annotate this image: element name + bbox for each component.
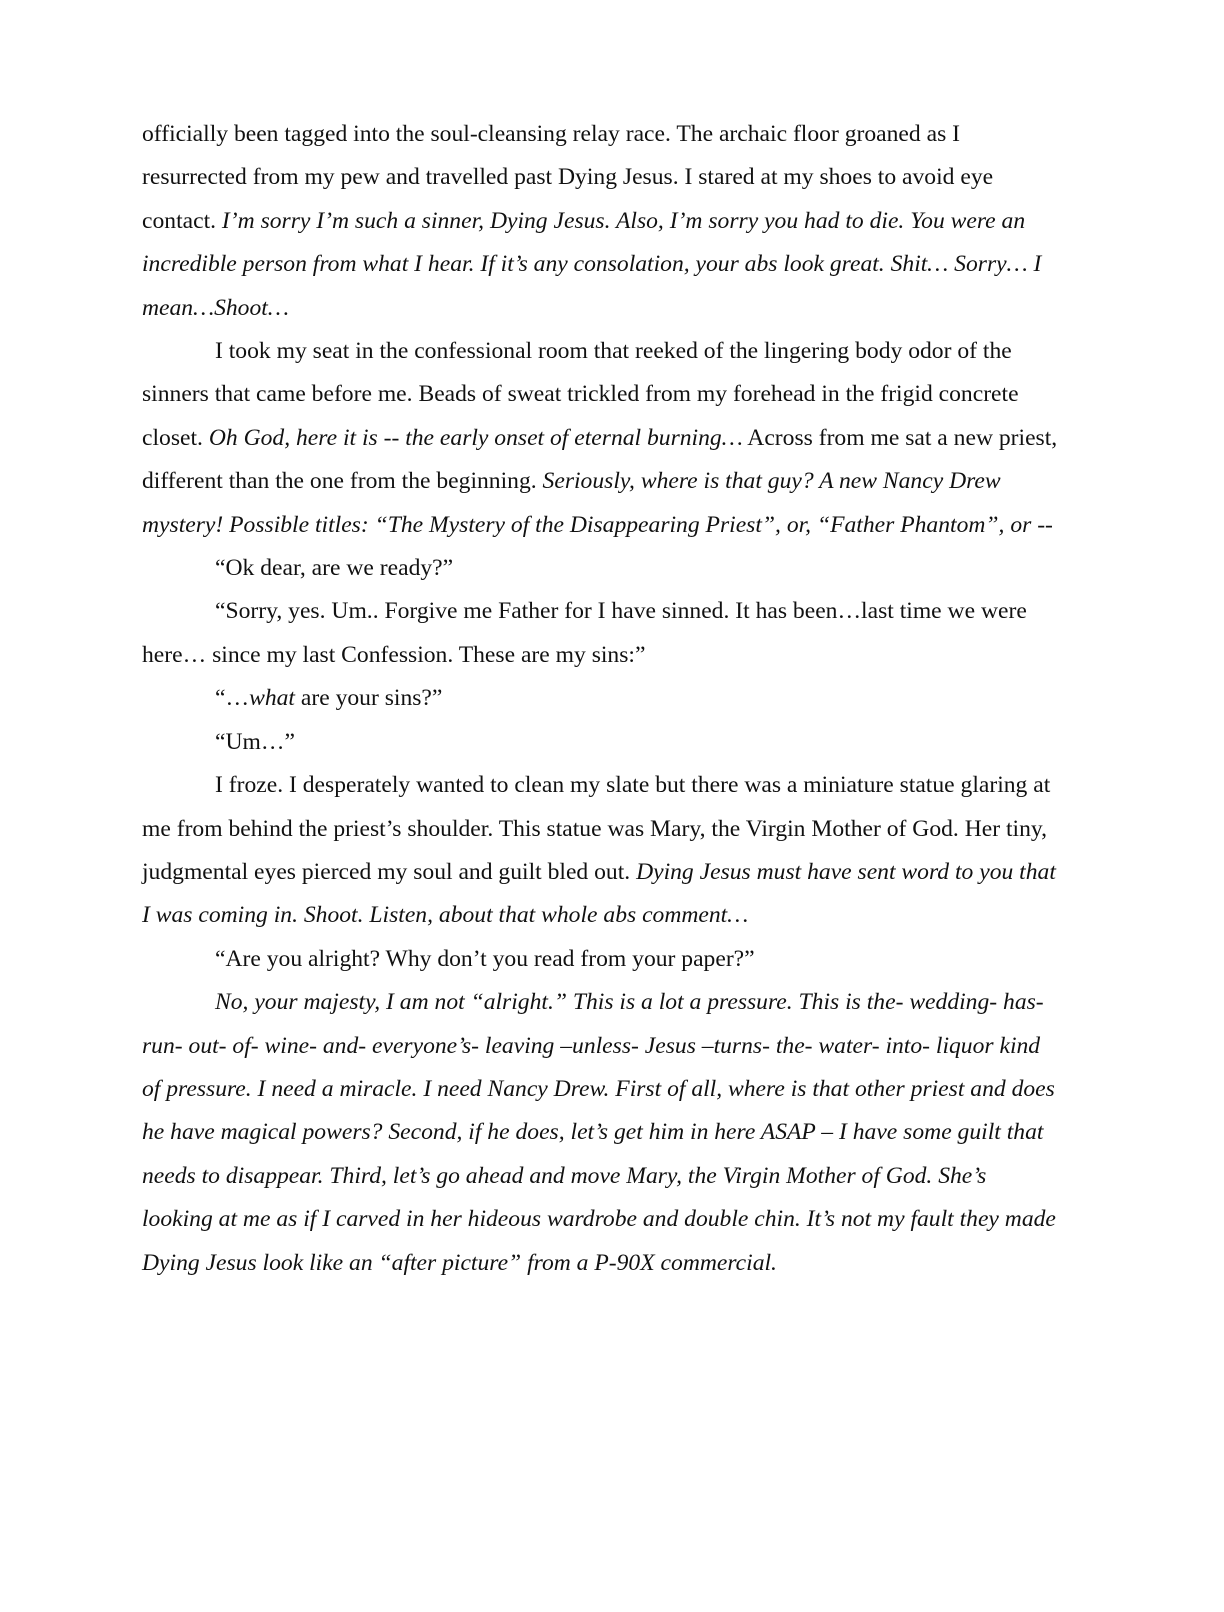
italic-text: what	[249, 685, 295, 712]
paragraph	[142, 677, 1062, 720]
body-text	[142, 113, 1062, 1285]
italic-text: I’m sorry I’m such a sinner, Dying Jesus. Also, I’m sorry you had to die. You were an incredible person from what I hear. If it’s any consolation, your abs look great. Shit… Sorry… I mean…Shoot…	[142, 207, 1042, 321]
paragraph	[142, 547, 1062, 590]
paragraph	[142, 938, 1062, 981]
roman-text: “…	[215, 685, 250, 712]
roman-text: officially been tagged into the soul-cleansing relay race. The archaic floor groaned as I resurrected from my pew and travelled past Dying Jesus. I stared at my shoes to avoid eye contact.	[142, 121, 994, 234]
paragraph	[142, 981, 1062, 1285]
italic-text: Dying Jesus must have sent word to you that I was coming in. Shoot. Listen, about that whole abs comment…	[142, 858, 1056, 929]
paragraph	[142, 721, 1062, 764]
paragraph	[142, 764, 1062, 938]
roman-text: “Sorry, yes. Um.. Forgive me Father for I have sinned. It has been…last time we were here… since my last Confession. These are my sins:”	[142, 598, 1027, 668]
paragraph	[142, 330, 1062, 547]
italic-text: Seriously, where is that guy? A new Nancy Drew mystery! Possible titles: “The Mystery of the Disappearing Priest”, or, “Father Phantom”, or --	[142, 468, 1053, 538]
roman-text: I froze. I desperately wanted to clean my slate but there was a miniature statue glaring at me from behind the priest’s shoulder. This statue was Mary, the Virgin Mother of God. Her tiny, judgmental eyes pierced my soul and guilt bled out.	[142, 772, 1051, 885]
paragraph	[142, 113, 1062, 330]
roman-text: are your sins?”	[294, 685, 443, 712]
italic-text: No, your majesty, I am not “alright.” This is a lot a pressure. This is the- wedding- has- run- out- of- wine- and- everyone’s- leaving –unless- Jesus –turns- the- water- into- liquor kind of pressure. I need a miracle. I need Nancy Drew. First of all, where is that other priest and does he have magical powers? Second, if he does, let’s get him in here ASAP – I have some guilt that needs to disappear. Third, let’s go ahead and move Mary, the Virgin Mother of God. She’s looking at me as if I carved in her hideous wardrobe and double chin. It’s not my fault they made Dying Jesus look like an “after picture” from a P-90X commercial.	[142, 989, 1056, 1276]
roman-text: “Ok dear, are we ready?”	[215, 555, 454, 582]
roman-text: “Um…”	[215, 728, 295, 755]
italic-text: Oh God, here it is -- the early onset of eternal burning…	[208, 424, 743, 451]
roman-text: Across from me sat a new priest, different than the one from the beginning.	[142, 424, 1058, 495]
roman-text: I took my seat in the confessional room that reeked of the lingering body odor of the sinners that came before me. Beads of sweat trickled from my forehead in the frigid concrete closet.	[142, 338, 1019, 451]
paragraph	[142, 590, 1062, 677]
roman-text: “Are you alright? Why don’t you read from your paper?”	[215, 945, 755, 972]
